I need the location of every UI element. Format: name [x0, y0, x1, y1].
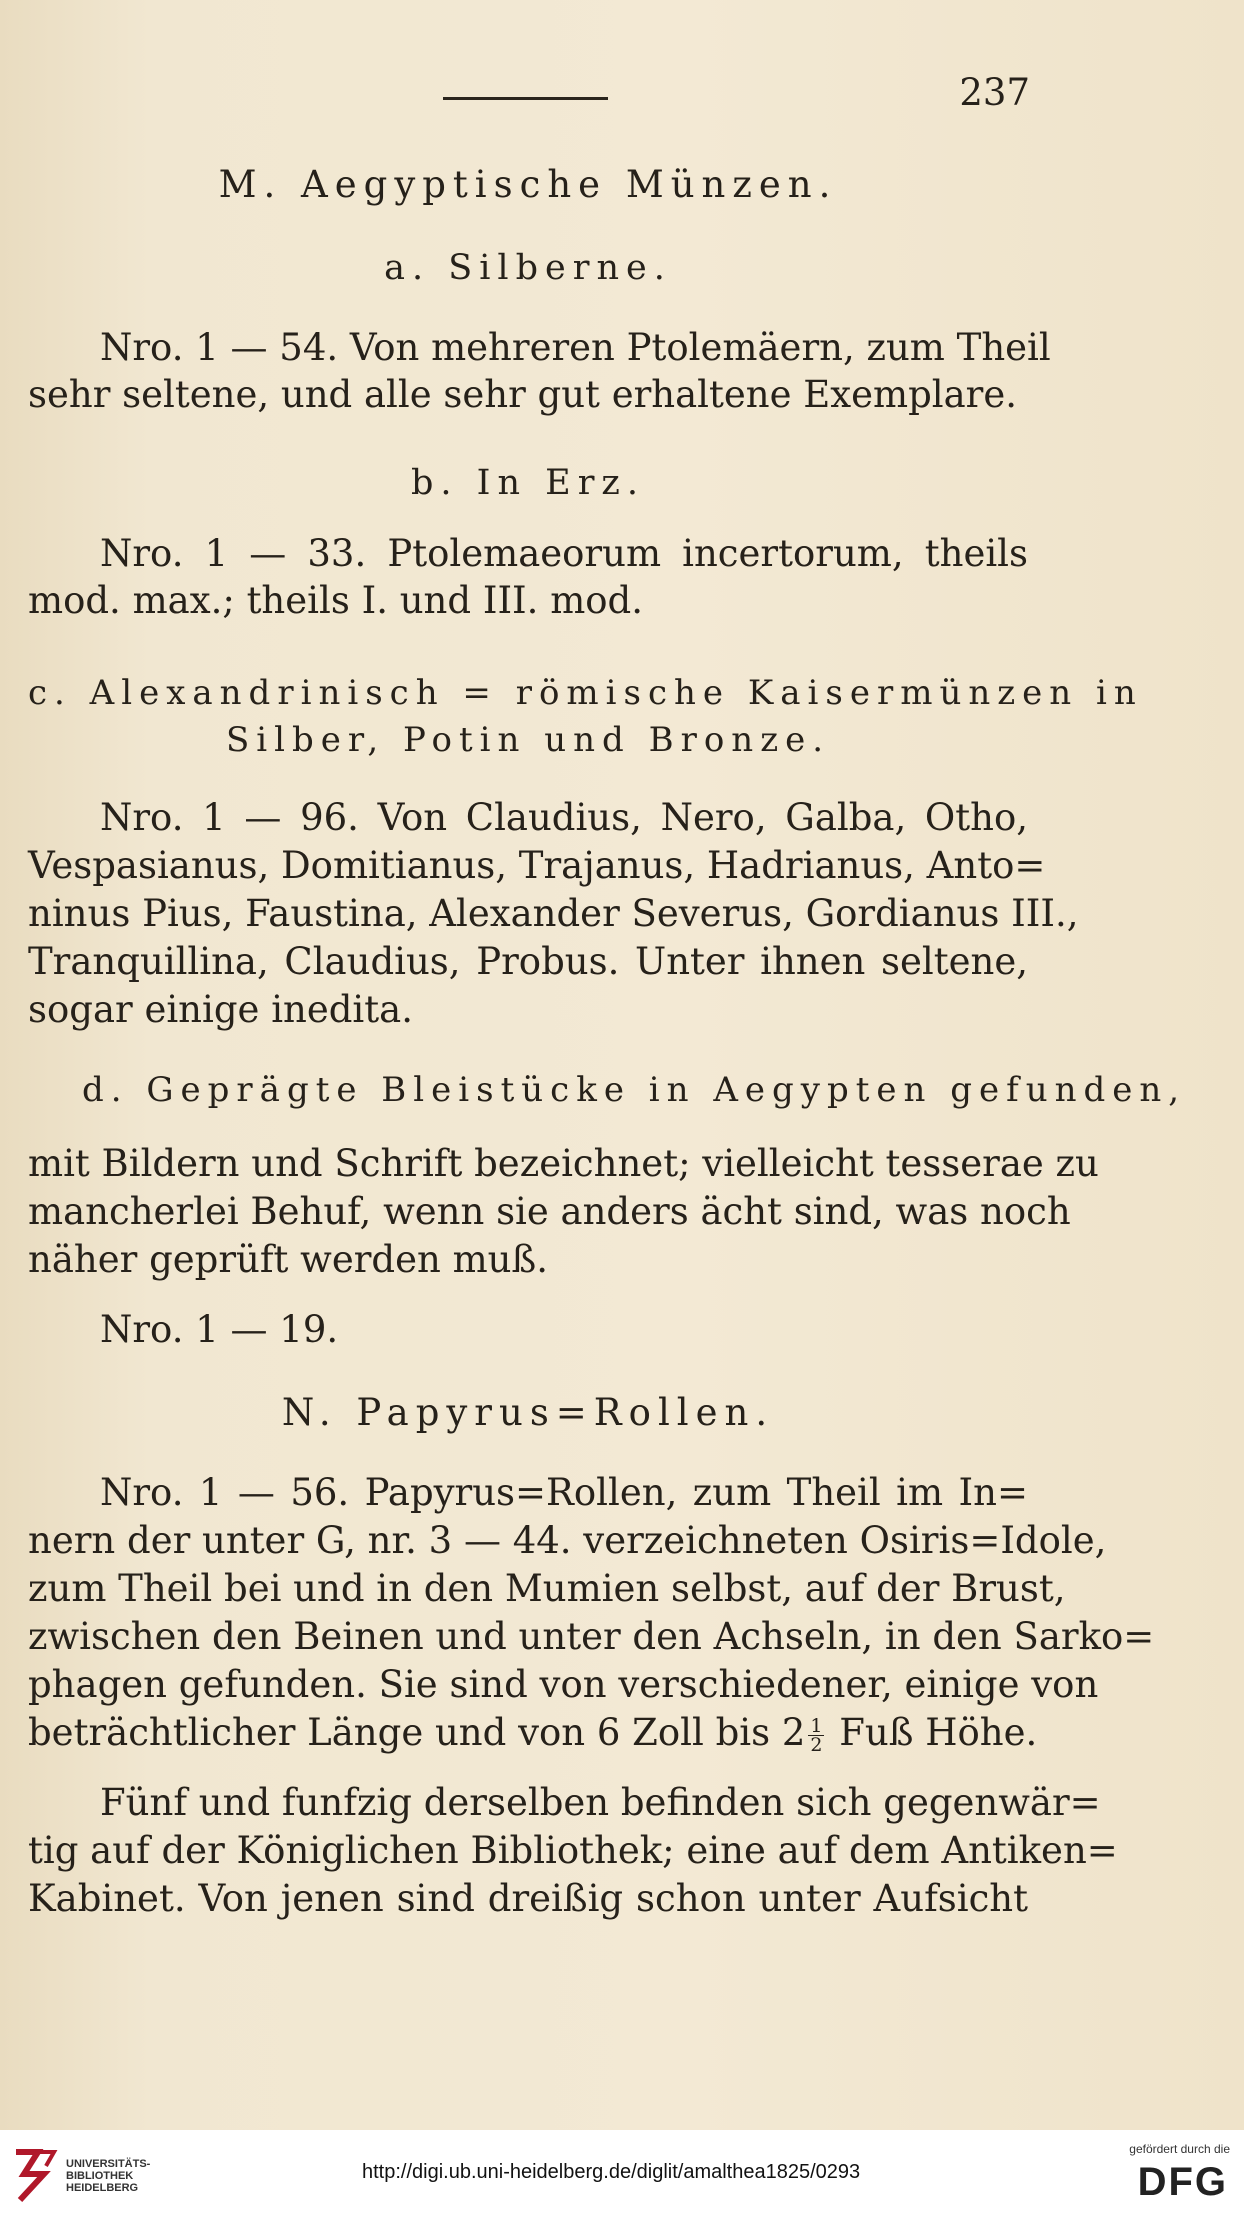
text-line: nern der unter G, nr. 3 — 44. verzeichneten Osiris=Idole, — [28, 1519, 1107, 1562]
library-emblem-icon — [10, 2144, 60, 2204]
text-line: mit Bildern und Schrift bezeichnet; vielleicht tesserae zu — [28, 1142, 1099, 1185]
text-line: mancherlei Behuf, wenn sie anders ächt sind, was noch — [28, 1190, 1071, 1233]
viewer-footer — [0, 2130, 1244, 2220]
dfg-logo: DFG — [1137, 2160, 1228, 2204]
text-line: ninus Pius, Faustina, Alexander Severus, Gordianus III., — [28, 892, 1079, 935]
subheading-c-cont: Silber, Potin und Bronze. — [225, 720, 831, 760]
text-line: mod. max.; theils I. und III. mod. — [28, 579, 643, 622]
library-name — [66, 2158, 150, 2194]
text-line: phagen gefunden. Sie sind von verschiedener, einige von — [28, 1663, 1099, 1706]
page-number: 237 — [959, 71, 1030, 114]
text-fragment: Fuß Höhe. — [839, 1711, 1038, 1754]
text-line: zum Theil bei und in den Mumien selbst, auf der Brust, — [28, 1567, 1066, 1610]
text-line: sehr seltene, und alle sehr gut erhaltene Exemplare. — [28, 373, 1018, 416]
subheading-c: c. Alexandrinisch = römische Kaisermünzen in — [28, 673, 1143, 713]
subheading-a: a. Silberne. — [384, 248, 672, 288]
fraction-denominator: 2 — [810, 1734, 823, 1756]
text-line: tig auf der Königlichen Bibliothek; eine auf dem Antiken= — [28, 1829, 1118, 1872]
text-line: Tranquillina, Claudius, Probus. Unter ihnen seltene, — [28, 940, 1028, 983]
section-heading-n: N. Papyrus=Rollen. — [281, 1391, 775, 1434]
text-line: sogar einige inedita. — [28, 988, 413, 1031]
subheading-b: b. In Erz. — [411, 463, 645, 503]
permalink-url[interactable]: http://digi.ub.uni-heidelberg.de/diglit/amalthea1825/0293 — [362, 2161, 861, 2183]
text-line: Fünf und funfzig derselben befinden sich gegenwär= — [100, 1781, 1101, 1824]
library-line: UNIVERSITÄTS- — [66, 2158, 151, 2170]
text-line: zwischen den Beinen und unter den Achseln, in den Sarko= — [28, 1615, 1155, 1658]
library-line: HEIDELBERG — [66, 2182, 139, 2194]
text-line — [28, 1710, 1038, 1756]
text-line: näher geprüft werden muß. — [28, 1238, 548, 1281]
fraction — [808, 1717, 824, 1754]
text-line: Nro. 1 — 96. Von Claudius, Nero, Galba, Otho, — [100, 796, 1028, 839]
funded-by-label: gefördert durch die — [1129, 2142, 1230, 2156]
text-line: Nro. 1 — 19. — [100, 1308, 339, 1351]
text-line: Nro. 1 — 33. Ptolemaeorum incertorum, theils — [100, 532, 1028, 575]
section-heading-m: M. Aegyptische Münzen. — [218, 163, 838, 206]
text-line: Kabinet. Von jenen sind dreißig schon unter Aufsicht — [28, 1877, 1028, 1920]
subheading-d: d. Geprägte Bleistücke in Aegypten gefunden, — [82, 1070, 1187, 1110]
text-fragment: beträchtlicher Länge und von 6 Zoll bis 2 — [28, 1711, 806, 1754]
text-line: Vespasianus, Domitianus, Trajanus, Hadrianus, Anto= — [28, 844, 1046, 887]
library-line: BIBLIOTHEK — [66, 2170, 134, 2182]
text-line: Nro. 1 — 54. Von mehreren Ptolemäern, zum Theil — [100, 326, 1051, 369]
text-line: Nro. 1 — 56. Papyrus=Rollen, zum Theil im In= — [100, 1471, 1028, 1514]
header-rule — [443, 97, 608, 100]
fraction-numerator: 1 — [810, 1715, 823, 1737]
